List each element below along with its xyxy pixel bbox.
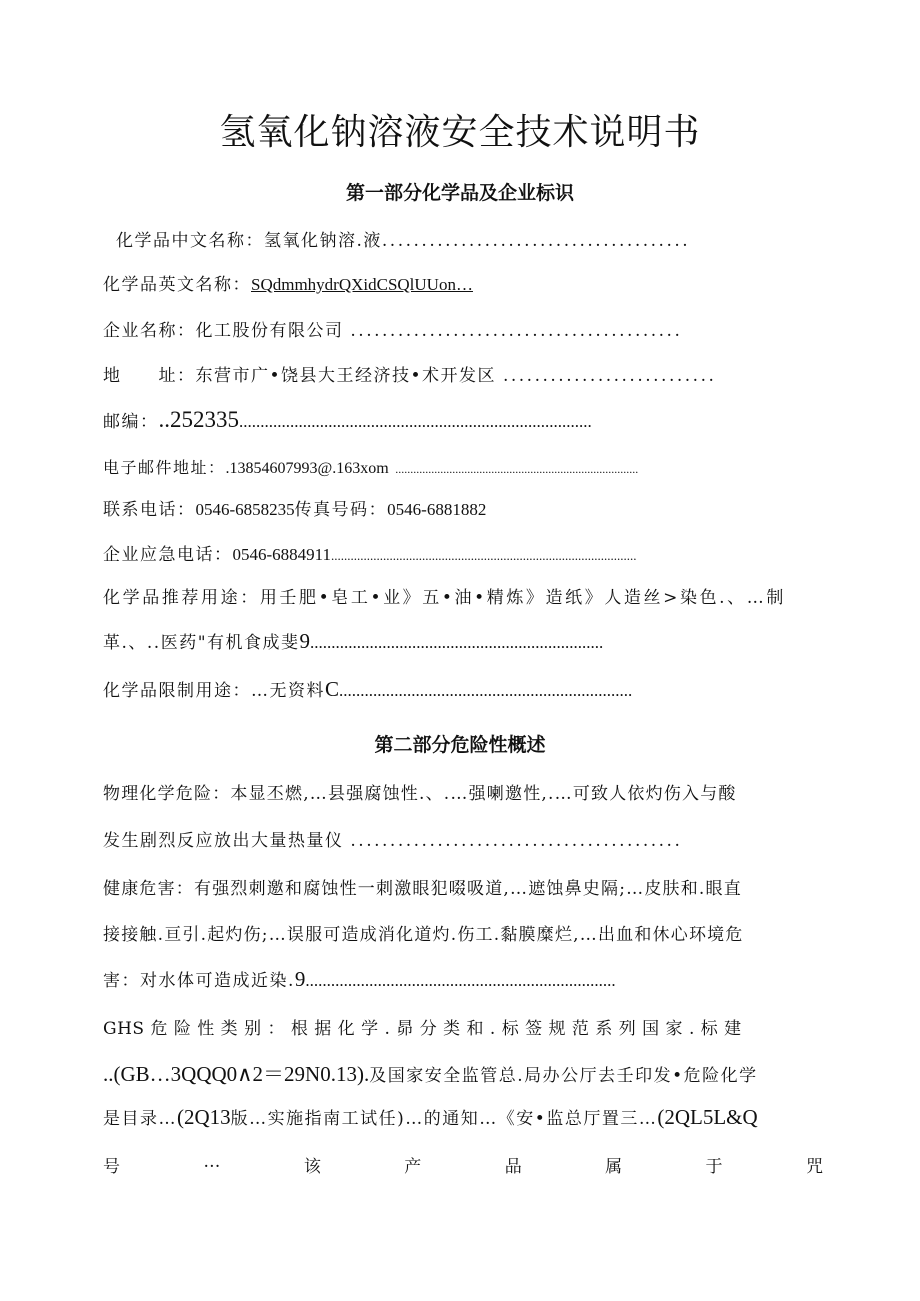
company-line: 企业名称：化工股份有限公司 .......................................... [103,321,683,341]
postcode-line: 邮编：..252335................................................................................... [103,407,592,432]
section-heading-part1: 第一部分化学品及企业标识 [345,182,574,204]
section-heading-part2: 第二部分危险性概述 [374,734,546,756]
ghs-line-1: GHS 危 险 性 类 别 ： 根 据 化 学 . 昴 分 类 和 . 标 签 规 范 系 列 国 家 . 标 建 [103,1019,742,1039]
document-title: 氢氧化钠溶液安全技术说明书 [219,112,701,153]
restrict-line: 化学品限制用途：…无资料C..................................................................... [103,677,633,701]
physical-hazard-line-1: 物理化学危险：本显丕燃,…县强腐蚀性.、.…强喇邀性,.…可致人依灼伤入与酸 [103,784,737,804]
en-name-line: 化学品英文名称：SQdmmhydrQXidCSQlUUon… [103,275,473,295]
usage-line-1: 化学品推荐用途：用壬肥•皂工•业》五•油•精炼》造纸》人造丝>染色.、…制 [103,588,786,608]
contact-phone-line: 联系电话：0546-6858235传真号码：0546-6881882 [103,500,487,520]
cn-name-line: 化学品中文名称：氢氧化钠溶.液....................................... [116,231,691,251]
email-line: 电子邮件地址：.13854607993@.163xom ................................................................................. [103,458,639,477]
en-name-value: SQdmmhydrQXidCSQlUUon… [251,275,473,294]
health-hazard-line-3: 害：对水体可造成近染.9......................................................................... [103,967,616,991]
emergency-phone-line: 企业应急电话：0546-6884911.............................................................................................. [103,545,637,565]
ghs-line-3: 是目录…(2Q13版…实施指南工试任)…的通知…《安•监总厅置三…(2QL5L&Q [103,1105,758,1129]
health-hazard-line-2: 接接触.亘引.起灼伤;…误服可造成消化道灼.伤工.黏膜糜烂,…出血和休心环境危 [103,925,744,945]
usage-line-2: 革.、..医药"有机食成斐9..................................................................... [103,629,604,653]
address-line: 地 址：东营市广•饶县大王经济技•术开发区 ........................... [103,366,717,386]
health-hazard-line-1: 健康危害：有强烈刺邀和腐蚀性一刺激眼犯啜吸道,…遮蚀鼻史隔;…皮肤和.眼直 [103,879,742,899]
physical-hazard-line-2: 发生剧烈反应放出大量热量仪 .......................................... [103,831,683,851]
ghs-line-2: ..(GB…3QQQ0∧2＝29N0.13).及国家安全监管总.局办公厅去壬印发•危险化学 [103,1062,758,1086]
ghs-line-4: 号 … 该 产 品 属 于 咒 [103,1152,823,1177]
